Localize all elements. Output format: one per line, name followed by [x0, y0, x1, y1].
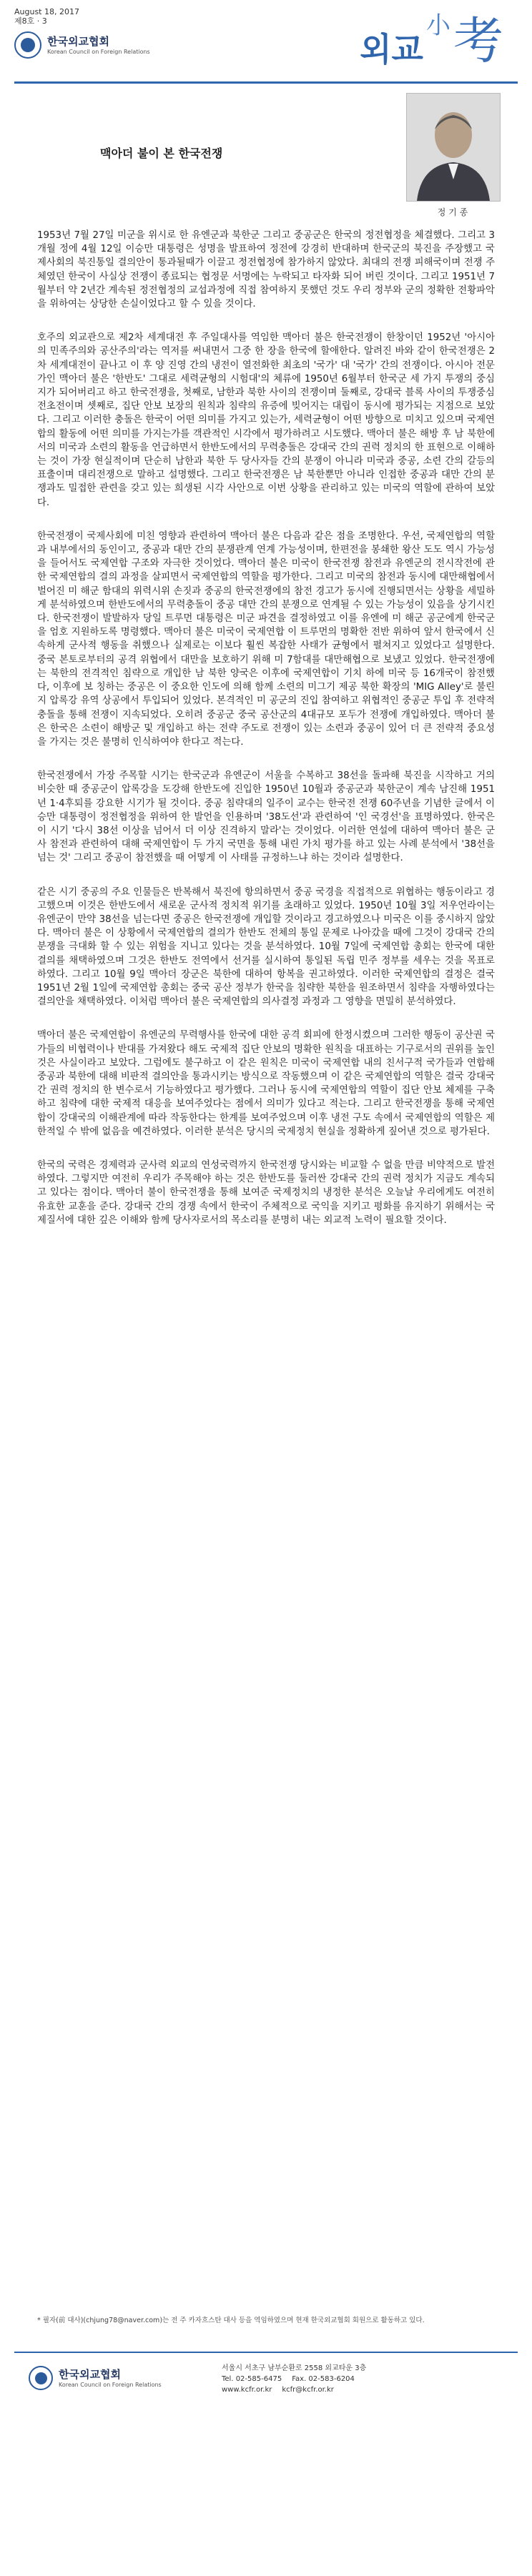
- paragraph: 호주의 외교관으로 제2차 세계대전 후 주일대사를 역임한 맥아더 불은 한국전쟁이 한창이던 1952년 '아시아의 민족주의와 공산주의'라는 역저를 써내면서 그중 한 장을 한국에 할애한다. 알려진 바와 같이 한국전쟁은 2차 세계대전이 끝나고 이 후 양 진영 간의 냉전이 열전화한 최초의 '국가' 대 '국가' 간의 전쟁이다. 아시아 전문가인 맥아더 불은 '한반도' 그대로 세력균형의 시험대'의 체류에 1950년 6월부터 한국군 세 가지 투쟁의 중심지가 되어버리고 하고 한국전쟁을, 첫째로, 남한과 북한 사이의 전쟁이며 둘째로, 강대국 블록 사이의 투쟁중심 전초전이며 셋째로, 집단 안보 보장의 원칙과 침략의 유증에 빚어지는 대립이 동시에 평가되는 지점으로 보았다. 그리고 이러한 충돌은 한국이 어떤 의미를 가지고 있는가, 세력균형이 어떤 방향으로 미치고 있으며 국제연합의 활동에 어떤 의미를 가지는가를 객관적인 시각에서 평가하려고 시도했다. 맥아더 불은 해방 후 남 북한에서의 미국과 소련의 활동을 언급하면서 한반도에서의 무력충돌은 강대국 간의 권력 정치의 한 표현으로 이해하는 것이 가장 현실적이며 단순히 남한과 북한 두 당사자들 간의 분쟁이 아니라 미국과 중공, 소련 간의 갈등의 표출이며 대리전쟁으로 말하고 설명했다. 그리고 한국전쟁은 남 북한뿐만 아니라 인접한 중공과 대만 간의 분쟁과도 밀접한 관련을 갖고 있는 희생된 시각 사안으로 이번 상황을 관리하고 있는 미국의 역할에 관하여 보았다.: [37, 332, 495, 508]
- email-link[interactable]: kcfr@kcfr.or.kr: [282, 2386, 334, 2394]
- date-text: August 18, 2017: [14, 7, 79, 16]
- footer-logo: [29, 2366, 162, 2390]
- series-main-text: 외교: [360, 30, 423, 69]
- address: 서울시 서초구 남부순환로 2558 외교타운 3층: [222, 2364, 367, 2372]
- paragraph: 1953년 7월 27일 미군을 위시로 한 유엔군과 북한군 그리고 중공군은 한국의 정전협정을 체결했다. 그리고 3개월 정에 4월 12일 이승만 대통령은 성명을 발표하여 정전에 강경히 반대하며 한국군의 북진을 주장했고 국제사회의 북진통일 결의안이 통과될때가 이끌고 정전협정에 참가하지 않았다. 최대의 전쟁 피해국이며 전쟁 주체였던 한국이 사실상 전쟁이 종료되는 협정문 서명에는 누락되고 타자화 되어 버린 것이다. 그리고 1951년 7월부터 약 2년간 계속된 정전협정의 교섭과정에 직접 참여하지 못했던 것도 우리 정부와 군의 정확한 전황파악을 위하여는 상당한 손실이었다고 할 수 있을 것이다.: [37, 230, 495, 310]
- website-link[interactable]: www.kcfr.or.kr: [222, 2386, 272, 2394]
- series-title: [360, 11, 503, 70]
- paragraph: 한국의 국력은 경제력과 군사력 외교의 연성국력까지 한국전쟁 당시와는 비교할 수 없을 만큼 비약적으로 발전하였다. 그렇지만 여전히 우리가 주목해야 하는 것은 한반도를 둘러싼 강대국 간의 권력 정치가 지금도 계속되고 있다는 점이다. 맥아더 불이 한국전쟁을 통해 보여준 국제정치의 냉정한 분석은 오늘날 우리에게도 여전히 유효한 교훈을 준다. 강대국 간의 경쟁 속에서 한국이 주체적으로 국익을 지키고 평화를 유지하기 위해서는 국제질서에 대한 깊은 이해와 함께 당사자로서의 목소리를 분명히 내는 외교적 노력이 필요할 것이다.: [37, 1159, 495, 1226]
- org-name-ko: 한국외교협회: [59, 2367, 121, 2381]
- paragraph: 한국전쟁에서 가장 주목할 시기는 한국군과 유엔군이 서울을 수복하고 38선을 돌파해 북진을 시작하고 거의 비슷한 때 중공군이 압록강을 도강해 한반도에 진입한 1950년 10월과 중공군과 북한군이 계속 남진해 1951년 1·4후퇴를 강요한 시기가 될 것이다. 중공 침략대의 일주이 교수는 한국전 전쟁 60주년을 기념한 글에서 이승만 대통령이 정전협정을 위하여 한 발언을 인용하며 '38도선'과 관련하여 '인 국경선'을 표명하였다. 한국은 이 시기 '다시 38선 이상을 넘어서 더 이상 진격하지 말라'는 것이었다. 이러한 연설에 대하여 맥아더 불은 군사 참전과 관련하여 대해 국제연합이 두 가지 국면을 통해 내린 가치 평가를 하고 있는 사례 분석에서 '38선을 넘는 것' 그리고 중공이 참전했을 때 어떻게 이 사태를 규정하느냐 하는 것이라 설명한다.: [37, 771, 495, 864]
- issue-date: [14, 7, 79, 26]
- emblem-icon: [14, 31, 41, 59]
- series-small-char: 小: [426, 11, 450, 40]
- org-name-en: Korean Council on Foreign Relations: [59, 2381, 162, 2388]
- footer-divider: [14, 2352, 518, 2353]
- issue-number: 제8호 · 3: [14, 16, 47, 26]
- contact-info: [222, 2363, 366, 2395]
- org-name-ko: 한국외교협회: [47, 34, 109, 48]
- header-divider: [14, 81, 518, 84]
- paragraph: 같은 시기 중공의 주요 인물들은 반복해서 북진에 항의하면서 중공 국경을 직접적으로 위협하는 행동이라고 경고했으며 이것은 한반도에서 새로운 군사적 정치적 위기를 초래하고 있었다. 1950년 10월 3일 저우언라이는 유엔군이 만약 38선을 넘는다면 중공은 한국전쟁에 개입할 것이라고 경고하였으나 미국은 이를 중시하지 않았다. 맥아더 불은 이 상황에서 국제연합의 결의가 한반도 전체의 통일 문제로 나아갔을 때에 그것이 강대국 간의 분쟁을 극대화 할 수 있는 위험을 지니고 있다는 것을 분석하였다. 10월 7일에 국제연합 총회는 한국에 대한 결의를 채택하였으며 그것은 한반도 전역에서 선거를 실시하여 통일된 독립 민주 정부를 세우는 것을 목표로 하였다. 그리고 10월 9일 맥아더 장군은 북한에 대하여 항복을 권고하였다. 이러한 국제연합의 결정은 결국 1951년 2월 1일에 국제연합 총회는 중국 공산 정부가 한국을 침략한 북한을 원조하면서 침략을 자행하였다는 결의안을 채택하였다. 이처럼 맥아더 불은 국제연합의 의사결정 과정과 그 영향을 면밀히 분석하였다.: [37, 886, 495, 1008]
- author-footnote: * 필자(前 대사)(chjung78@naver.com)는 전 주 카자흐스탄 대사 등을 역임하였으며 현재 한국외교협회 회원으로 활동하고 있다.: [37, 2317, 425, 2324]
- article-body: [37, 229, 495, 1247]
- org-logo: [14, 31, 150, 59]
- org-name-en: Korean Council on Foreign Relations: [47, 48, 150, 55]
- person-icon: [407, 94, 500, 201]
- series-big-char: 考: [453, 11, 503, 70]
- paragraph: 한국전쟁이 국제사회에 미친 영향과 관련하여 맥아더 불은 다음과 같은 점을 조명한다. 우선, 국제연합의 역할과 내부에서의 동인이고, 중공과 대만 간의 분쟁관계 연계 가능성이며, 한편전을 봉쇄한 왕산 도도 역시 가능성을 들어서도 국제연합 구조와 자극한 것이었다. 맥아더 불은 미국이 한국전쟁 참전과 유엔군의 전시작전에 관한 국제연합의 결의 과정을 살피면서 국제연합의 역할을 평가한다. 그리고 미국의 참전과 동시에 대만해협에서 벌어진 미 해군 함대의 위력시위 손짓과 중공의 한국전쟁에의 참전 경고가 동시에 진행되면서는 상황을 세밀하게 분석하였으며 한반도에서의 무력충돌이 중공 대만 간의 분쟁으로 연계될 수 있는 가능성이 있음을 상기시킨다. 한국전쟁이 발발하자 당일 트루먼 대통령은 미군 파견을 결정하였고 이를 유엔에 미 해군 공군에게 한국군을 엄호 지원하도록 명령했다. 맥아더 불은 미국이 국제연합 이 트루먼의 명확한 전반 위하여 앞서 한국에서 신속하게 군사적 행동을 취했으나 실제로는 이보다 훨씬 복잡한 사태가 균형에서 펼쳐지고 있었다고 설명한다. 중국 본토로부터의 공격 위협에서 대만을 보호하기 위해 미 7함대를 대만해협으로 보냈고 있었다. 한국전쟁에는 북한의 전격적인 침략으로 개입한 남 북한 양국은 이후에 국제연합이 기치 하에 미국 등 16개국이 참전했다, 이후에 보 칭하는 중공은 이 중요한 인도에 의해 함께 소련의 미그기 제공 북한 확장의 'MIG Alley'로 불린 지 압록강 유역 상공에서 투입되어 있었다. 본격적인 미 공군의 진입 참여하고 위협적인 중공군 투입 후 전략적 충돌을 통해 전쟁이 지속되었다. 오히려 중공군 중국 공산군의 4대규모 포두가 전쟁에 개입하였다. 맥아더 불은 한국은 소련이 해방군 및 개입하고 하는 전략 주도로 전쟁이 있는 소련과 중공이 있어 더 큰 전략적 중요성을 가지는 것은 불명히 인식하여야 한다고 적는다.: [37, 530, 495, 748]
- paragraph: 맥아더 불은 국제연합이 유엔군의 무력행사를 한국에 대한 공격 회피에 한정시켰으며 그러한 행동이 공산권 국가들의 비협력이나 반대를 가져왔다 해도 국제적 집단 안보의 명확한 원칙을 대표하는 기구로서의 권위를 높인 것은 사실이라고 보았다. 그럼에도 불구하고 이 같은 원칙은 미국이 국제연합 내의 친서구적 국가들과 연합해 중공과 북한에 대해 비판적 결의안을 통과시키는 방식으로 작동했으며 이 같은 국제연합의 역할은 결국 강대국 간 권력 정치의 한 변수로서 기능하였다고 평가했다. 그러나 동시에 국제연합의 역할이 집단 안보 체제를 구축하고 침략에 대한 국제적 대응을 보여주었다는 점에서 의미가 있다고 적는다. 그리고 한국전쟁을 통해 국제연합이 강대국의 이해관계에 따라 작동한다는 한계를 보여주었으며 이후 냉전 구도 속에서 국제연합의 역할은 제한적일 수 밖에 없음을 예견하였다. 이러한 분석은 당시의 국제정치 현실을 정확하게 짚어낸 것으로 평가된다.: [37, 1030, 495, 1137]
- phone-number: Tel. 02-585-6475: [222, 2375, 282, 2383]
- article-title: 맥아더 불이 본 한국전쟁: [100, 147, 223, 160]
- emblem-icon: [29, 2366, 53, 2390]
- fax-number: Fax. 02-583-6204: [292, 2375, 355, 2383]
- author-photo: [406, 93, 501, 202]
- author-name: 정 기 종: [437, 207, 468, 217]
